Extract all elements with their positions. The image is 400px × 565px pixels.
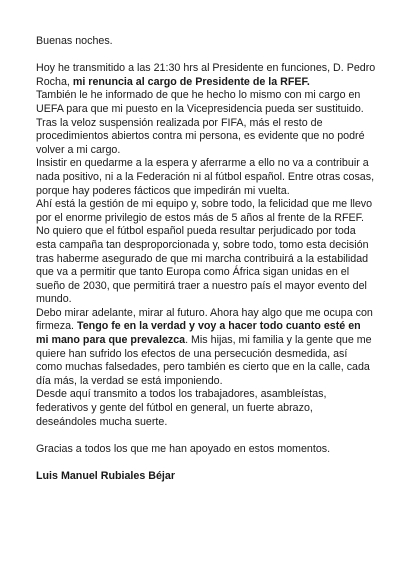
paragraph-uefa: También le he informado de que he hecho lo mismo con mi cargo en UEFA para que mi puesto en la Vicepresidencia pueda ser sustituido. xyxy=(36,89,364,115)
paragraph-fifa: Tras la veloz suspensión realizada por FIFA, más el resto de procedimientos abiertos contra mi persona, es evidente que no podré volver a mi cargo. xyxy=(36,116,365,156)
paragraph-future-text-a: Debo mirar adelante, mirar al futuro. Ahora hay algo que me ocupa con firmeza. xyxy=(36,306,373,333)
paragraph-future-bold: Tengo fe en la verdad y voy a hacer todo cuanto esté en mi mano para que prevalezca xyxy=(36,320,361,347)
greeting: Buenas noches. xyxy=(36,35,113,47)
paragraph-future xyxy=(36,307,376,389)
paragraph-farewell: Desde aquí transmito a todos los trabajadores, asambleístas, federativos y gente del fútbol en general, un fuerte abrazo, deseándoles mucha suerte. xyxy=(36,388,327,428)
paragraph-resignation xyxy=(36,62,376,89)
closing-line: Gracias a todos los que me han apoyado en estos momentos. xyxy=(36,442,331,455)
paragraph-resignation-bold: mi renuncia al cargo de Presidente de la RFEF. xyxy=(72,75,310,88)
paragraph-future-text-b: . Mis hijas, mi familia y la gente que me quiere han sufrido los efectos de una persecución desmedida, así como muchas falsedades, pero también es cierto que en la calle, cada día más, la verdad se está imponiendo. xyxy=(36,334,372,387)
paragraph-resignation-text: Hoy he transmitido a las 21:30 hrs al Presidente en funciones, D. Pedro Rocha, xyxy=(36,62,376,88)
paragraph-management: Ahí está la gestión de mi equipo y, sobre todo, la felicidad que me llevo por el enorme privilegio de estos más de 5 años al frente de la RFEF. xyxy=(36,198,373,224)
paragraph-insist: Insistir en quedarme a la espera y aferrarme a ello no va a contribuir a nada positivo, ni a la Federación ni al fútbol español. Entre otras cosas, porque hay poderes fácticos que impedirán mi vuelta. xyxy=(36,157,375,197)
signature: Luis Manuel Rubiales Béjar xyxy=(36,470,175,482)
paragraph-spanish-football: No quiero que el fútbol español pueda resultar perjudicado por toda esta campaña tan desproporcionada y, sobre todo, tomo esta decisión tras haberme asegurado de que mi marcha contribuirá a la estabilidad que va a permitir que tanto Europa como África sigan unidas en el sueño de 2030, que permitirá traer a nuestro país el mayor evento del mundo. xyxy=(36,225,369,306)
letter-body xyxy=(36,35,376,484)
